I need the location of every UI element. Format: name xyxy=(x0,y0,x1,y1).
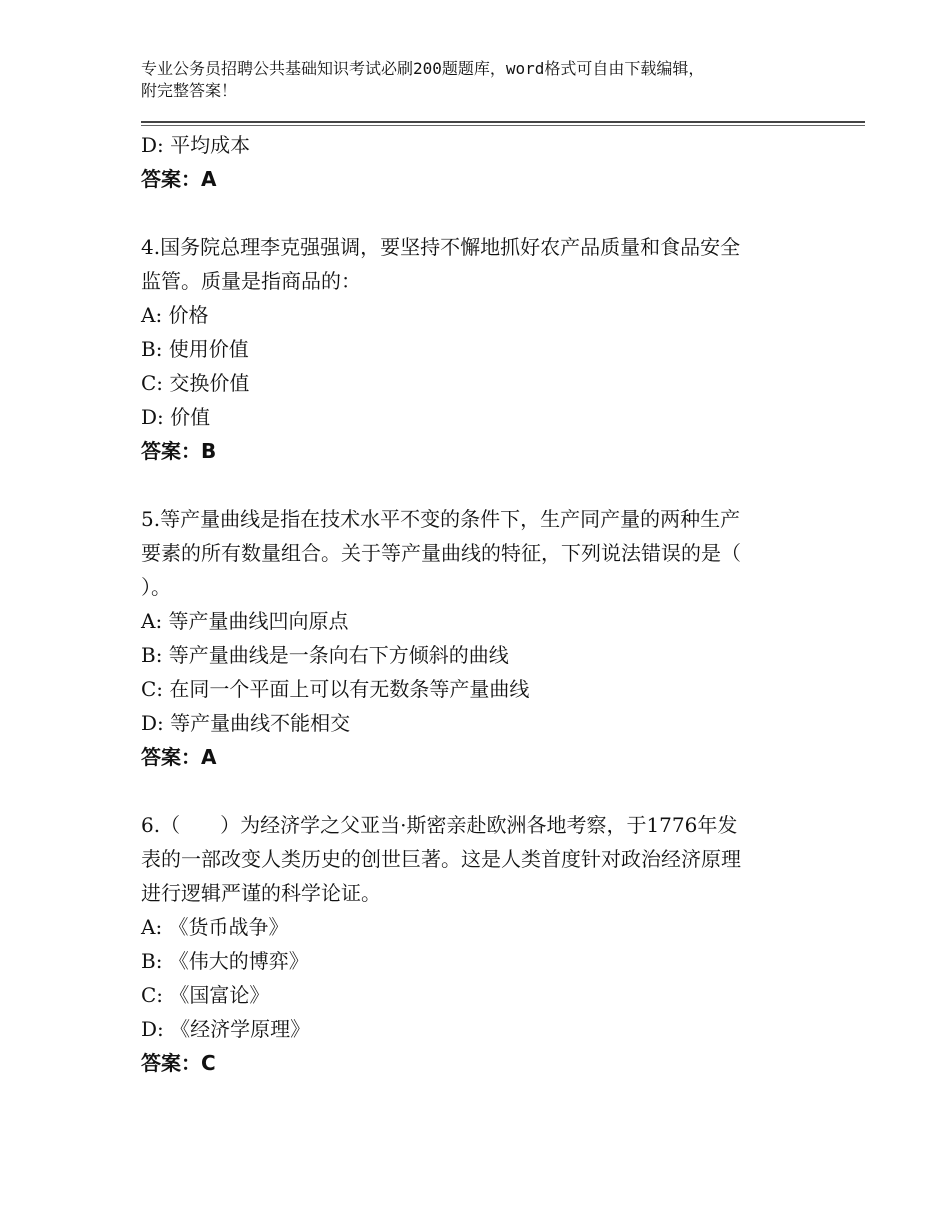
q4-option-b: B: 使用价值 xyxy=(141,337,249,361)
q3-answer: 答案：A xyxy=(141,167,217,191)
q6-option-d: D: 《经济学原理》 xyxy=(141,1017,311,1041)
q6-option-a: A: 《货币战争》 xyxy=(141,915,289,939)
q5-option-d: D: 等产量曲线不能相交 xyxy=(141,711,351,735)
document-body xyxy=(141,128,821,1080)
page-header xyxy=(141,58,821,102)
question-5 xyxy=(141,502,821,774)
q6-option-c: C: 《国富论》 xyxy=(141,983,270,1007)
q3-option-d: D: 平均成本 xyxy=(141,133,251,157)
header-line-2: 附完整答案！ xyxy=(141,81,238,100)
q6-stem-line-2: 表的一部改变人类历史的创世巨著。这是人类首度针对政治经济原理 xyxy=(141,847,741,871)
q4-answer: 答案：B xyxy=(141,439,217,463)
q4-stem-line-2: 监管。质量是指商品的： xyxy=(141,269,361,293)
spacer xyxy=(141,468,821,502)
q6-answer: 答案：C xyxy=(141,1051,216,1075)
q4-option-c: C: 交换价值 xyxy=(141,371,250,395)
q5-stem-line-3: ）。 xyxy=(141,575,171,599)
q5-option-a: A: 等产量曲线凹向原点 xyxy=(141,609,349,633)
q5-answer: 答案：A xyxy=(141,745,217,769)
header-rule-thick xyxy=(141,121,865,123)
q4-option-a: A: 价格 xyxy=(141,303,209,327)
question-6 xyxy=(141,808,821,1080)
q4-option-d: D: 价值 xyxy=(141,405,211,429)
spacer xyxy=(141,774,821,808)
q4-stem-line-1: 4.国务院总理李克强强调，要坚持不懈地抓好农产品质量和食品安全 xyxy=(141,235,741,259)
question-3-tail xyxy=(141,128,821,196)
q6-stem-line-3: 进行逻辑严谨的科学论证。 xyxy=(141,881,381,905)
q6-stem-line-1: 6.（ ）为经济学之父亚当·斯密亲赴欧洲各地考察，于1776年发 xyxy=(141,813,738,837)
q5-option-c: C: 在同一个平面上可以有无数条等产量曲线 xyxy=(141,677,530,701)
spacer xyxy=(141,196,821,230)
q5-stem-line-1: 5.等产量曲线是指在技术水平不变的条件下，生产同产量的两种生产 xyxy=(141,507,741,531)
question-4 xyxy=(141,230,821,468)
header-line-1: 专业公务员招聘公共基础知识考试必刷200题题库，word格式可自由下载编辑， xyxy=(141,59,705,78)
q6-option-b: B: 《伟大的博弈》 xyxy=(141,949,309,973)
header-rule-thin xyxy=(141,125,865,126)
q5-stem-line-2: 要素的所有数量组合。关于等产量曲线的特征，下列说法错误的是（ xyxy=(141,541,741,565)
q5-option-b: B: 等产量曲线是一条向右下方倾斜的曲线 xyxy=(141,643,509,667)
